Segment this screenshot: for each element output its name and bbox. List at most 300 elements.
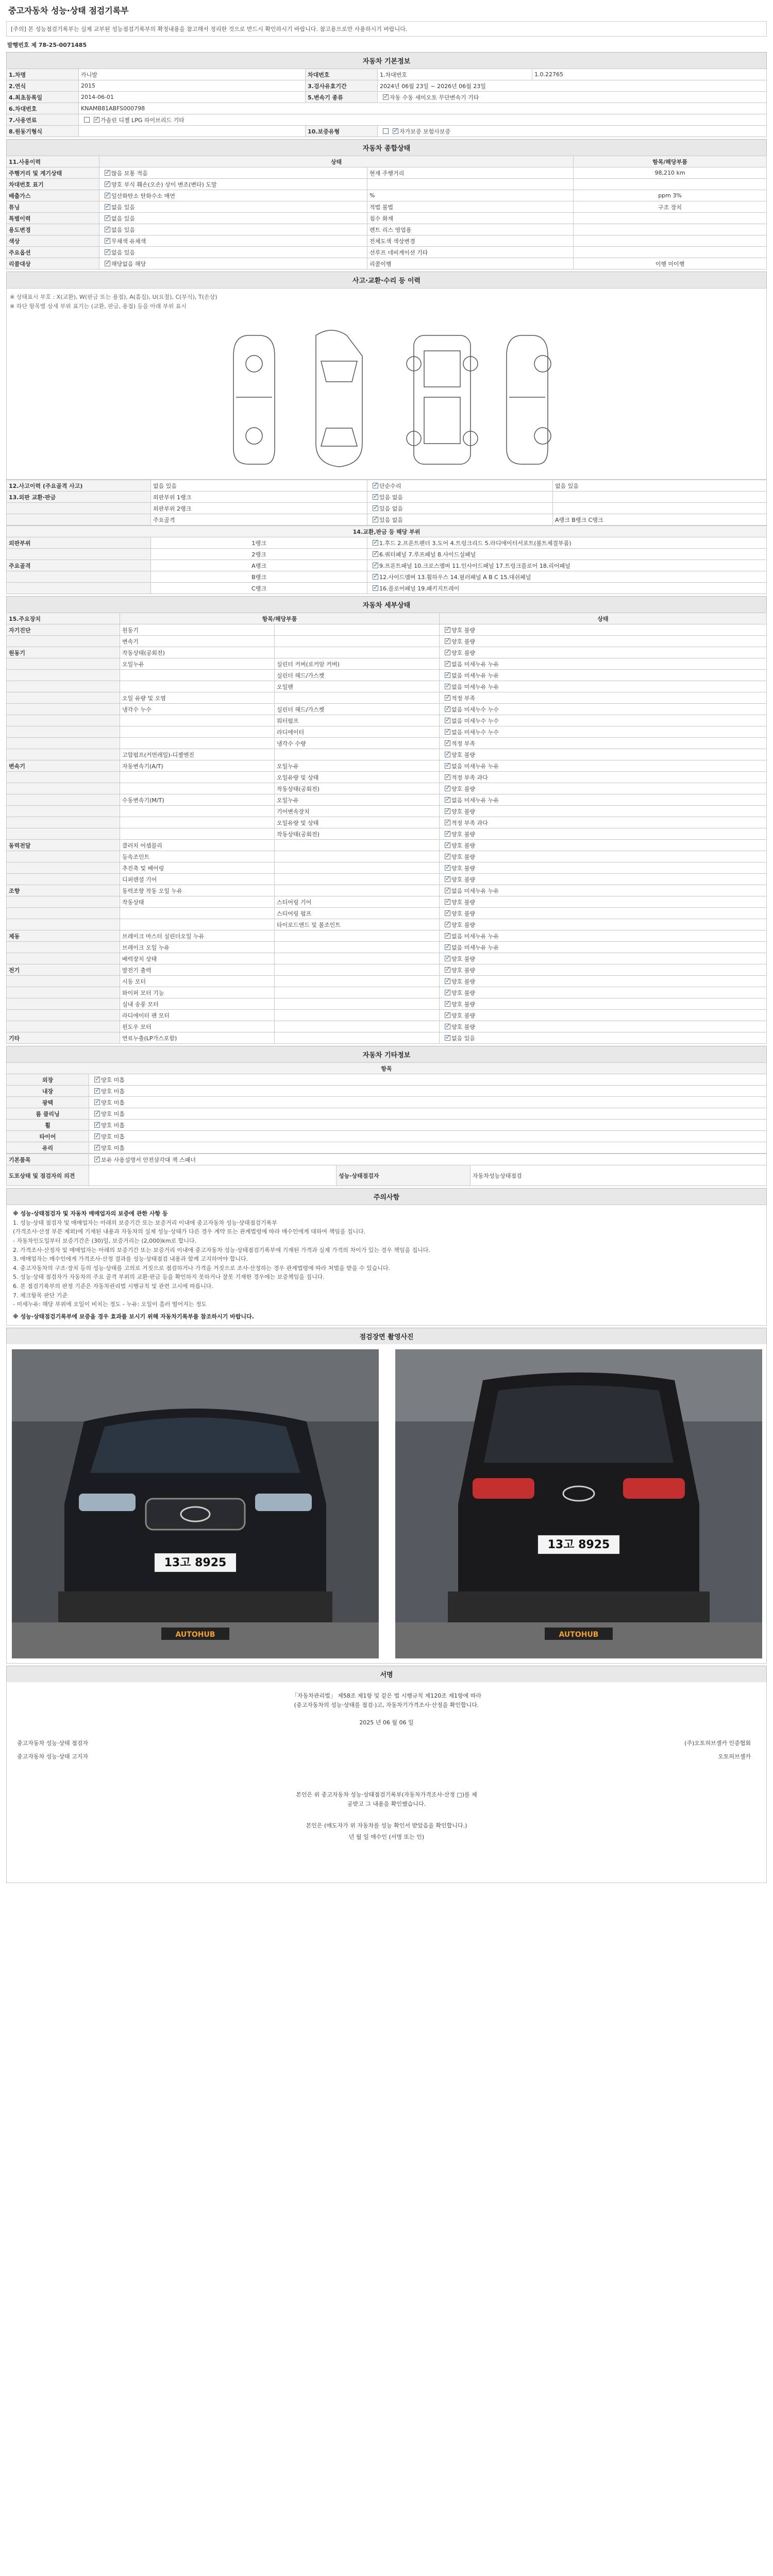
checkbox-icon[interactable] <box>445 650 450 655</box>
checkbox-icon[interactable] <box>445 729 450 735</box>
device-status <box>440 670 767 681</box>
option-text: 있음 없음 <box>379 516 404 523</box>
checkbox-icon[interactable] <box>373 585 378 591</box>
checkbox-icon[interactable] <box>373 494 378 500</box>
parts-list <box>367 571 767 583</box>
device-subitem <box>275 1021 440 1032</box>
device-subitem <box>275 1010 440 1021</box>
device-subitem: 오일누유 <box>275 794 440 806</box>
option-text: 적정 부족 과다 <box>451 819 488 826</box>
device-item: 클러치 어셈블리 <box>120 840 275 851</box>
table-row <box>7 896 767 908</box>
option-text: 양호 불량 <box>451 876 476 883</box>
other-item: 타이어 <box>7 1131 89 1142</box>
device-status <box>440 817 767 828</box>
parts-header: 14.교환,판금 등 해당 부위 <box>7 526 767 537</box>
device-item <box>120 670 275 681</box>
row-value: ppm 3% <box>574 190 767 201</box>
confirm-text: 공받고 그 내용을 확인했습니다. <box>347 1801 426 1808</box>
table-row <box>7 537 767 549</box>
table-row <box>7 772 767 783</box>
device-item: 고압펌프(커먼레일)-디젤엔진 <box>120 749 275 760</box>
checkbox-icon[interactable] <box>94 1157 100 1162</box>
checkbox-icon[interactable] <box>383 94 389 100</box>
checkbox-icon[interactable] <box>445 695 450 701</box>
option-text: 있음 없음 <box>379 494 404 501</box>
checkbox-icon[interactable] <box>445 978 450 984</box>
option-text: 양호 불량 <box>451 808 476 815</box>
row-status <box>367 492 553 503</box>
device-item: 시동 모터 <box>120 976 275 987</box>
checkbox-icon[interactable] <box>94 1133 100 1139</box>
section-other-header: 자동차 기타정보 <box>6 1046 767 1062</box>
legend-block <box>6 288 767 315</box>
table-row <box>7 167 767 179</box>
checkbox-icon[interactable] <box>445 967 450 973</box>
table-row <box>7 1154 767 1165</box>
checkbox-icon[interactable] <box>445 933 450 939</box>
option-text: 양호 불량 <box>451 853 476 860</box>
device-group <box>7 636 120 647</box>
checkbox-icon[interactable] <box>105 215 110 221</box>
value-transmission: ✓ 자동 수동 세미오토 무단변속기 기타 <box>378 92 767 103</box>
checkbox-icon[interactable] <box>94 1099 100 1105</box>
checkbox-icon[interactable] <box>445 854 450 859</box>
checkbox-icon[interactable] <box>105 193 110 198</box>
checkbox-icon[interactable] <box>445 752 450 757</box>
table-row <box>7 658 767 670</box>
option-text: 없음 미세누유 누유 <box>451 660 499 668</box>
confirm-text: 본인은 위 중고자동차 성능·상태점검기록부(자동차가격조사·산정 □)를 제 <box>296 1791 477 1799</box>
row-status <box>367 514 553 526</box>
option-text: 없음 미세누유 누유 <box>451 933 499 940</box>
table-row <box>7 80 767 92</box>
checkbox-icon[interactable] <box>105 238 110 244</box>
basic-info-table <box>6 69 767 137</box>
label-vin-short: 차대번호 <box>306 69 378 80</box>
value-year: 2015 <box>79 80 306 92</box>
table-row <box>7 492 767 503</box>
device-status <box>440 704 767 715</box>
row-detail: 적법 불법 <box>367 201 574 213</box>
device-group <box>7 726 120 738</box>
checkbox-icon[interactable] <box>94 1122 100 1128</box>
option-text: 무채색 유채색 <box>111 238 146 245</box>
option-text: 양호 불량 <box>451 638 476 645</box>
notes-heading: ※ 성능·상태점검자 및 자동차 매매업자의 보증에 관한 사항 등 <box>13 1210 168 1217</box>
other-status <box>89 1108 767 1120</box>
checkbox-icon[interactable] <box>445 1001 450 1007</box>
row-status <box>99 167 367 179</box>
table-row <box>7 715 767 726</box>
device-group <box>7 806 120 817</box>
row-value <box>574 213 767 224</box>
rear-plate-text: 13고 8925 <box>547 1538 610 1552</box>
device-item: 작동상태 <box>120 896 275 908</box>
row-status <box>99 179 367 190</box>
value-vin-short: 1.차대번호 <box>378 69 532 80</box>
checkbox-icon[interactable] <box>445 672 450 678</box>
table-row <box>7 514 767 526</box>
confirm-text: 본인은 (매도자가 위 자동차를 성능 확인서 받았음을 확인합니다.) <box>306 1822 467 1829</box>
parts-list <box>367 583 767 594</box>
car-outline-diagram <box>7 315 767 480</box>
checkbox-icon[interactable] <box>445 718 450 723</box>
table-row <box>7 851 767 862</box>
checkbox-icon[interactable] <box>445 956 450 961</box>
device-item: 오일 유량 및 오염 <box>120 692 275 704</box>
label-basic-items: 기본품목 <box>7 1154 89 1165</box>
device-subitem: 실린더 헤드/가스켓 <box>275 704 440 715</box>
table-row <box>7 1165 767 1186</box>
section-overall-header: 자동차 종합상태 <box>6 139 767 156</box>
device-status <box>440 976 767 987</box>
device-group <box>7 953 120 964</box>
checkbox-icon[interactable] <box>105 261 110 266</box>
table-row <box>7 1086 767 1097</box>
checkbox-icon[interactable] <box>445 706 450 712</box>
table-row <box>7 1032 767 1044</box>
checkbox-icon[interactable] <box>445 910 450 916</box>
table-row <box>7 235 767 247</box>
device-item: 디퍼렌셜 기어 <box>120 874 275 885</box>
checkbox-icon[interactable] <box>105 170 110 176</box>
device-group <box>7 976 120 987</box>
label-engine-type: 8.원동기형식 <box>7 126 79 137</box>
device-status <box>440 840 767 851</box>
option-text: 양호 불량 <box>451 1023 476 1030</box>
device-group <box>7 772 120 783</box>
label-fuel: 7.사용연료 <box>7 114 79 126</box>
option-text: 없음 있음 <box>111 215 136 222</box>
checkbox-icon[interactable] <box>445 865 450 871</box>
sign-role: 중고자동차 성능·상태 점검자 <box>17 1740 89 1747</box>
device-group <box>7 874 120 885</box>
other-table <box>6 1062 767 1154</box>
car-frame-view <box>407 335 478 464</box>
parts-group: 주요골격 <box>7 560 151 571</box>
accident-table <box>6 480 767 526</box>
option-text: 양호 불량 <box>451 785 476 792</box>
checkbox-icon[interactable] <box>445 740 450 746</box>
device-group <box>7 783 120 794</box>
checkbox-icon[interactable] <box>445 876 450 882</box>
table-row <box>7 998 767 1010</box>
checkbox-icon[interactable] <box>393 128 398 134</box>
checkbox-icon[interactable] <box>373 483 378 488</box>
table-row <box>7 738 767 749</box>
device-item <box>120 806 275 817</box>
checkbox-icon[interactable] <box>373 563 378 568</box>
checkbox-icon[interactable] <box>445 831 450 837</box>
device-item: 등속조인트 <box>120 851 275 862</box>
sign-date: 2025 년 06 월 06 일 <box>359 1719 414 1726</box>
checkbox-icon[interactable] <box>94 1111 100 1116</box>
legend-line: ※ 하단 항목별 상세 부위 표기는 (교환, 판금, 용접) 등을 아래 부위 표시 <box>10 302 187 310</box>
device-group <box>7 942 120 953</box>
parts-group <box>7 571 151 583</box>
option-text: 12.사이드멤버 13.휠하우스 14.필러패널 A B C 15.대쉬패널 <box>379 573 531 581</box>
checkbox-icon[interactable] <box>105 227 110 232</box>
column-header: 상태 <box>99 156 574 167</box>
device-item: 윈도우 모터 <box>120 1021 275 1032</box>
label-inspector: 성능·상태점검자 <box>337 1165 470 1186</box>
device-group <box>7 919 120 930</box>
table-row <box>7 794 767 806</box>
row-status <box>99 258 367 269</box>
option-text: 적정 부족 과다 <box>451 774 488 781</box>
section-notes-header: 주의사항 <box>6 1188 767 1205</box>
checkbox-icon[interactable] <box>373 551 378 557</box>
sign-block <box>6 1682 767 1883</box>
label-transmission: 5.변속기 종류 <box>306 92 378 103</box>
checkbox-icon[interactable] <box>105 249 110 255</box>
row-item: 외판부위 2랭크 <box>151 503 367 514</box>
row-detail: 선루프 네비게이션 기타 <box>367 247 574 258</box>
checkbox-icon[interactable] <box>445 990 450 995</box>
table-header-row <box>7 156 767 167</box>
device-subitem <box>275 953 440 964</box>
device-status <box>440 919 767 930</box>
row-value <box>574 179 767 190</box>
table-row <box>7 126 767 137</box>
photo-rear <box>395 1349 762 1658</box>
option-text: 단순수리 <box>379 482 401 489</box>
table-row <box>7 114 767 126</box>
section-basic-header: 자동차 기본정보 <box>6 52 767 69</box>
table-row <box>7 190 767 201</box>
other-item: 휠 <box>7 1120 89 1131</box>
checkbox-icon[interactable] <box>373 505 378 511</box>
device-item <box>120 817 275 828</box>
checkbox-icon[interactable] <box>445 808 450 814</box>
device-item: 브레이크 마스터 실린더오일 누유 <box>120 930 275 942</box>
device-subitem: 라디에이터 <box>275 726 440 738</box>
option-text: 적정 부족 <box>451 740 476 747</box>
table-row <box>7 987 767 998</box>
column-header: 15.주요장치 <box>7 613 120 624</box>
row-label: 특별이력 <box>7 213 99 224</box>
car-top-view <box>316 330 362 467</box>
table-row <box>7 1074 767 1086</box>
checkbox-icon[interactable] <box>445 786 450 791</box>
table-row <box>7 930 767 942</box>
table-row <box>7 692 767 704</box>
table-row <box>7 1131 767 1142</box>
table-row <box>7 806 767 817</box>
checkbox-icon[interactable] <box>94 1077 100 1082</box>
table-row <box>7 1097 767 1108</box>
value-basic-items: ✓ 보유 사용설명서 안전삼각대 잭 스패너 <box>89 1154 767 1165</box>
table-row <box>7 908 767 919</box>
device-subitem <box>275 749 440 760</box>
parts-list <box>367 537 767 549</box>
checkbox-icon[interactable] <box>445 944 450 950</box>
device-group: 전기 <box>7 964 120 976</box>
option-text: 없음 미세누유 누유 <box>451 944 499 951</box>
table-row <box>7 874 767 885</box>
device-status <box>440 998 767 1010</box>
sign-text: (중고자동차의 성능·상태를 점검·)고, 자동차기가격조사·산정을 확인합니다. <box>294 1702 479 1709</box>
device-status <box>440 715 767 726</box>
car-rear-photo <box>395 1349 762 1658</box>
device-status <box>440 760 767 772</box>
row-label: 용도변경 <box>7 224 99 235</box>
device-item <box>120 783 275 794</box>
device-status <box>440 987 767 998</box>
parts-group <box>7 549 151 560</box>
label-vin: 6.차대번호 <box>7 103 79 114</box>
device-item: 추진축 및 베어링 <box>120 862 275 874</box>
checkbox-icon[interactable] <box>94 1145 100 1150</box>
table-row <box>7 92 767 103</box>
device-status <box>440 953 767 964</box>
table-row <box>7 704 767 715</box>
checkbox-icon[interactable] <box>445 638 450 644</box>
checkbox-icon[interactable] <box>445 1012 450 1018</box>
table-row <box>7 103 767 114</box>
checkbox-icon[interactable] <box>445 684 450 689</box>
option-text: 양호 불량 <box>451 967 476 974</box>
checkbox-icon[interactable] <box>445 842 450 848</box>
option-text: 양호 불량 <box>451 1001 476 1008</box>
table-row <box>7 549 767 560</box>
row-detail <box>367 179 574 190</box>
device-item: 원동기 <box>120 624 275 636</box>
option-text: 양호 미흡 <box>101 1076 125 1083</box>
row-value: 이행 미이행 <box>574 258 767 269</box>
checkbox-icon[interactable] <box>373 517 378 522</box>
option-text: 양호 불량 <box>451 910 476 917</box>
device-status <box>440 636 767 647</box>
checkbox-icon[interactable] <box>445 797 450 803</box>
parts-rank: A랭크 <box>151 560 367 571</box>
column-header: 항목 <box>7 1063 767 1074</box>
table-row <box>7 817 767 828</box>
label-opinion: 도포상태 및 점검자의 의견 <box>7 1165 89 1186</box>
row-status <box>99 247 367 258</box>
device-group <box>7 681 120 692</box>
note-line: 1. 성능·상태 점검자 및 매매업자는 아래의 보증기간 또는 보증거리 이내에 중고자동차 성능·상태점검기록부 <box>13 1219 277 1226</box>
device-group <box>7 692 120 704</box>
device-status <box>440 624 767 636</box>
notes-block <box>6 1205 767 1326</box>
column-header: 11.사용이력 <box>7 156 99 167</box>
device-item <box>120 738 275 749</box>
notice-box: [주의] 본 성능점검기록부는 실제 교부된 성능점검기록부의 확정내용을 참고해서 정리한 것으로 반드시 확인하시기 바랍니다. 참고용으로만 사용하시기 바랍니다. <box>6 21 767 37</box>
checkbox-icon[interactable] <box>383 128 389 134</box>
option-text: 적정 부족 <box>451 694 476 702</box>
device-subitem: 기어변속장치 <box>275 806 440 817</box>
table-row <box>7 760 767 772</box>
checkbox-icon[interactable] <box>94 1088 100 1094</box>
checkbox-icon[interactable] <box>445 1035 450 1041</box>
checkbox-icon[interactable] <box>373 574 378 580</box>
device-item: 브레이크 오일 누유 <box>120 942 275 953</box>
note-line: - 미세누유: 해당 부위에 오일이 비치는 정도 - 누유: 오일이 흘러 떨어지는 정도 <box>13 1301 207 1308</box>
device-status <box>440 681 767 692</box>
checkbox-icon[interactable] <box>445 774 450 780</box>
option-text: 양호 불량 <box>451 626 476 634</box>
checkbox-icon[interactable] <box>445 820 450 825</box>
option-text: 양호 불량 <box>451 989 476 996</box>
option-text: 없음 미세누수 누수 <box>451 728 499 736</box>
label-inspection-period: 3.검사유효기간 <box>306 80 378 92</box>
checkbox-icon[interactable] <box>445 627 450 633</box>
device-group <box>7 998 120 1010</box>
table-row <box>7 258 767 269</box>
checkbox-icon[interactable] <box>445 899 450 905</box>
option-text: 양호 불량 <box>451 1012 476 1019</box>
document-title: 중고자동차 성능·상태 점검기록부 <box>8 6 129 15</box>
device-status <box>440 942 767 953</box>
device-subitem <box>275 1032 440 1044</box>
device-group: 제동 <box>7 930 120 942</box>
table-header-row <box>7 1063 767 1074</box>
row-detail: 침수 화재 <box>367 213 574 224</box>
option-text: 양호 미흡 <box>101 1110 125 1117</box>
device-subitem: 오일유량 및 상태 <box>275 817 440 828</box>
parts-rank: 2랭크 <box>151 549 367 560</box>
checkbox-icon[interactable] <box>445 661 450 667</box>
device-subitem: 오일누유 <box>275 760 440 772</box>
option-text: 양호 미흡 <box>101 1099 125 1106</box>
row-status <box>367 503 553 514</box>
row-extra: A랭크 B랭크 C랭크 <box>553 514 767 526</box>
checkbox-icon[interactable] <box>105 181 110 187</box>
row-extra <box>553 492 767 503</box>
checkbox-icon[interactable] <box>445 922 450 927</box>
row-label: 주요옵션 <box>7 247 99 258</box>
checkbox-icon[interactable] <box>445 888 450 893</box>
checkbox-icon[interactable] <box>94 117 99 123</box>
note-emphasis: ※ 성능·상태점검기록부에 보증을 경우 효과를 보시기 위해 자동차기록부를 참조하시기 바랍니다. <box>13 1313 254 1320</box>
device-group <box>7 817 120 828</box>
option-text: 양호 불량 <box>451 842 476 849</box>
value-car-name: 카니발 <box>79 69 306 80</box>
table-row <box>7 624 767 636</box>
checkbox-icon[interactable] <box>445 1024 450 1029</box>
table-row <box>7 976 767 987</box>
device-subitem <box>275 976 440 987</box>
row-item: 없음 있음 <box>151 480 367 492</box>
device-subitem <box>275 862 440 874</box>
device-item: 발전기 출력 <box>120 964 275 976</box>
sign-org: (주)오토허브셀카 인증협회 <box>684 1740 751 1747</box>
device-group: 자기진단 <box>7 624 120 636</box>
table-row <box>7 213 767 224</box>
checkbox-icon[interactable] <box>105 204 110 210</box>
row-label: 배출가스 <box>7 190 99 201</box>
row-extra: 없음 있음 <box>553 480 767 492</box>
device-item <box>120 828 275 840</box>
table-row <box>7 571 767 583</box>
row-extra <box>553 503 767 514</box>
device-status <box>440 749 767 760</box>
row-detail: % <box>367 190 574 201</box>
checkbox-icon[interactable] <box>445 763 450 769</box>
checkbox-icon[interactable] <box>373 540 378 546</box>
device-group: 동력전달 <box>7 840 120 851</box>
device-status <box>440 885 767 896</box>
checkbox-icon[interactable] <box>84 117 90 123</box>
row-value <box>574 224 767 235</box>
note-line: 7. 체크항목 판단 기준 <box>13 1292 68 1299</box>
option-text: 없음 미세누유 누유 <box>451 796 499 804</box>
table-row <box>7 749 767 760</box>
device-status <box>440 1021 767 1032</box>
device-group: 변속기 <box>7 760 120 772</box>
